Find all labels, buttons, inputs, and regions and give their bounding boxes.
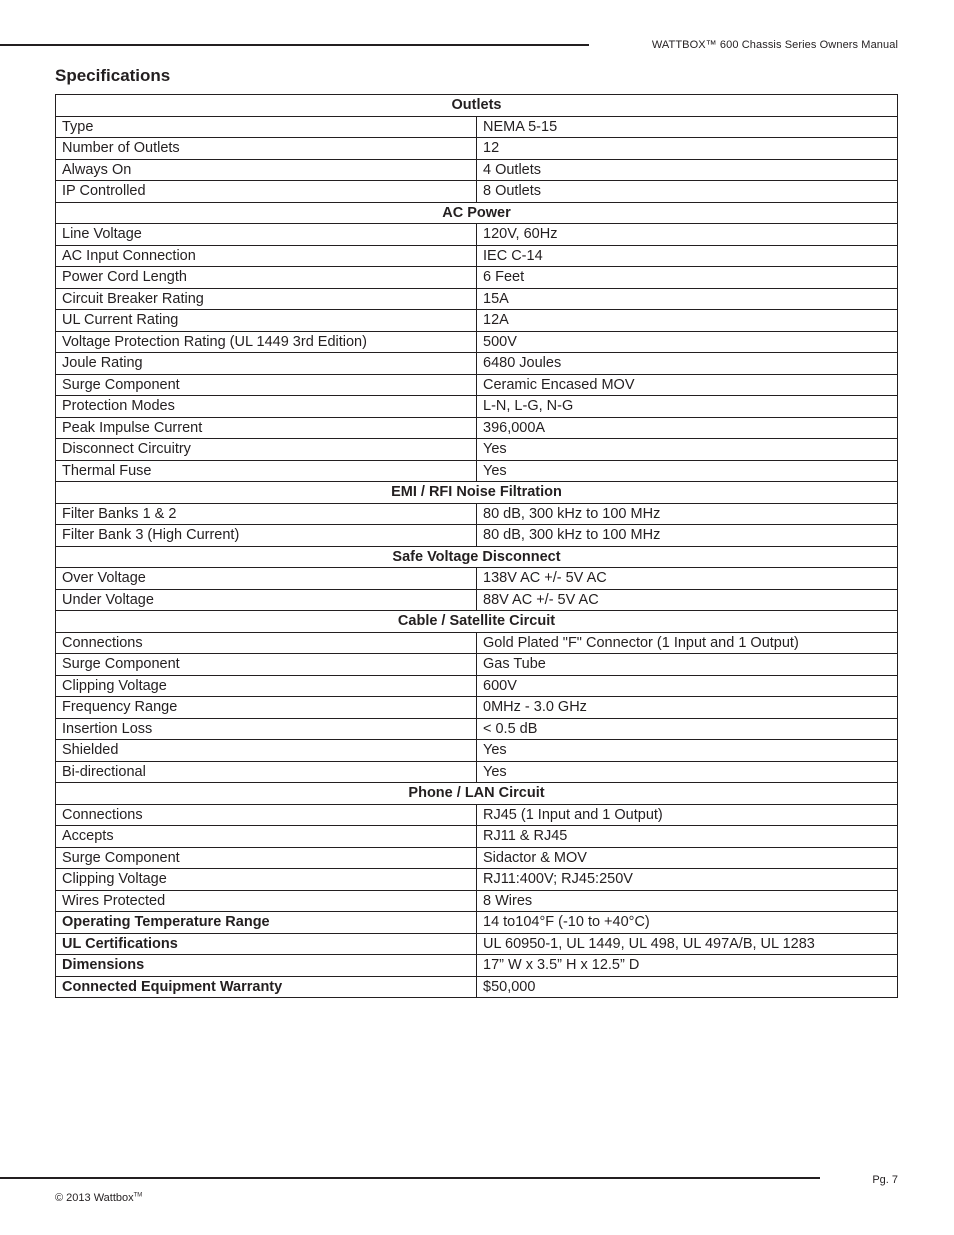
copyright	[55, 1192, 142, 1204]
spec-label: Disconnect Circuitry	[56, 439, 477, 461]
spec-label: Circuit Breaker Rating	[56, 288, 477, 310]
header-rule	[0, 44, 589, 46]
section-title: Cable / Satellite Circuit	[56, 611, 898, 633]
spec-label: UL Current Rating	[56, 310, 477, 332]
table-row	[56, 589, 898, 611]
table-row	[56, 955, 898, 977]
section-title: AC Power	[56, 202, 898, 224]
spec-value: Sidactor & MOV	[477, 847, 898, 869]
manual-title: WATTBOX™ 600 Chassis Series Owners Manual	[651, 39, 898, 51]
copyright-text: © 2013 Wattbox	[55, 1192, 134, 1204]
spec-label: Dimensions	[56, 955, 477, 977]
table-row	[56, 869, 898, 891]
table-row	[56, 224, 898, 246]
spec-label: Wires Protected	[56, 890, 477, 912]
table-row	[56, 417, 898, 439]
spec-label: Frequency Range	[56, 697, 477, 719]
spec-value: 12A	[477, 310, 898, 332]
spec-label: Filter Bank 3 (High Current)	[56, 525, 477, 547]
spec-value: 80 dB, 300 kHz to 100 MHz	[477, 525, 898, 547]
spec-value: 120V, 60Hz	[477, 224, 898, 246]
spec-value: UL 60950-1, UL 1449, UL 498, UL 497A/B, UL 1283	[477, 933, 898, 955]
page-number: Pg. 7	[872, 1174, 898, 1186]
section-header-row	[56, 482, 898, 504]
table-row	[56, 138, 898, 160]
spec-label: Number of Outlets	[56, 138, 477, 160]
table-row	[56, 826, 898, 848]
spec-label: Operating Temperature Range	[56, 912, 477, 934]
table-row	[56, 267, 898, 289]
section-header-row	[56, 202, 898, 224]
spec-value: RJ11 & RJ45	[477, 826, 898, 848]
section-header-row	[56, 783, 898, 805]
table-row	[56, 503, 898, 525]
spec-label: Connections	[56, 804, 477, 826]
table-row	[56, 740, 898, 762]
section-header-row	[56, 546, 898, 568]
spec-label: UL Certifications	[56, 933, 477, 955]
table-row	[56, 697, 898, 719]
spec-value: 80 dB, 300 kHz to 100 MHz	[477, 503, 898, 525]
spec-label: Type	[56, 116, 477, 138]
table-row	[56, 374, 898, 396]
section-title: Safe Voltage Disconnect	[56, 546, 898, 568]
spec-value: 15A	[477, 288, 898, 310]
spec-label: Accepts	[56, 826, 477, 848]
spec-value: Yes	[477, 439, 898, 461]
spec-value: 14 to104°F (-10 to +40°C)	[477, 912, 898, 934]
spec-value: 12	[477, 138, 898, 160]
spec-label: Joule Rating	[56, 353, 477, 375]
spec-value: Yes	[477, 460, 898, 482]
spec-label: Connected Equipment Warranty	[56, 976, 477, 998]
table-row	[56, 159, 898, 181]
spec-value: 6 Feet	[477, 267, 898, 289]
table-row	[56, 439, 898, 461]
spec-label: IP Controlled	[56, 181, 477, 203]
spec-label: AC Input Connection	[56, 245, 477, 267]
table-row	[56, 933, 898, 955]
section-title: Outlets	[56, 95, 898, 117]
table-row	[56, 912, 898, 934]
specifications-table	[55, 94, 898, 998]
table-row	[56, 654, 898, 676]
spec-label: Line Voltage	[56, 224, 477, 246]
spec-value: 6480 Joules	[477, 353, 898, 375]
spec-value: IEC C-14	[477, 245, 898, 267]
table-row	[56, 245, 898, 267]
trademark-mark: TM	[133, 1192, 143, 1199]
spec-value: 4 Outlets	[477, 159, 898, 181]
spec-label: Surge Component	[56, 374, 477, 396]
table-row	[56, 181, 898, 203]
spec-value: Yes	[477, 740, 898, 762]
table-row	[56, 116, 898, 138]
table-row	[56, 310, 898, 332]
table-row	[56, 288, 898, 310]
table-row	[56, 632, 898, 654]
table-row	[56, 761, 898, 783]
spec-label: Protection Modes	[56, 396, 477, 418]
table-row	[56, 396, 898, 418]
spec-value: $50,000	[477, 976, 898, 998]
table-row	[56, 890, 898, 912]
spec-value: RJ45 (1 Input and 1 Output)	[477, 804, 898, 826]
spec-label: Voltage Protection Rating (UL 1449 3rd Edition)	[56, 331, 477, 353]
spec-value: 8 Outlets	[477, 181, 898, 203]
section-header-row	[56, 95, 898, 117]
page-title: Specifications	[55, 66, 171, 85]
spec-value: L-N, L-G, N-G	[477, 396, 898, 418]
table-row	[56, 976, 898, 998]
spec-value: 0MHz - 3.0 GHz	[477, 697, 898, 719]
spec-label: Filter Banks 1 & 2	[56, 503, 477, 525]
table-row	[56, 568, 898, 590]
table-row	[56, 718, 898, 740]
spec-label: Always On	[56, 159, 477, 181]
spec-value: RJ11:400V; RJ45:250V	[477, 869, 898, 891]
table-row	[56, 847, 898, 869]
section-header-row	[56, 611, 898, 633]
spec-label: Insertion Loss	[56, 718, 477, 740]
spec-value: Gas Tube	[477, 654, 898, 676]
spec-value: Ceramic Encased MOV	[477, 374, 898, 396]
spec-value: < 0.5 dB	[477, 718, 898, 740]
spec-label: Connections	[56, 632, 477, 654]
footer-rule	[0, 1177, 820, 1179]
spec-value: 88V AC +/- 5V AC	[477, 589, 898, 611]
spec-label: Surge Component	[56, 847, 477, 869]
spec-value: 600V	[477, 675, 898, 697]
spec-label: Clipping Voltage	[56, 675, 477, 697]
spec-label: Over Voltage	[56, 568, 477, 590]
spec-label: Shielded	[56, 740, 477, 762]
table-row	[56, 804, 898, 826]
spec-value: 396,000A	[477, 417, 898, 439]
section-title: EMI / RFI Noise Filtration	[56, 482, 898, 504]
table-row	[56, 675, 898, 697]
spec-value: 8 Wires	[477, 890, 898, 912]
section-title: Phone / LAN Circuit	[56, 783, 898, 805]
spec-label: Surge Component	[56, 654, 477, 676]
spec-label: Under Voltage	[56, 589, 477, 611]
table-row	[56, 460, 898, 482]
spec-label: Clipping Voltage	[56, 869, 477, 891]
spec-value: Yes	[477, 761, 898, 783]
spec-value: 138V AC +/- 5V AC	[477, 568, 898, 590]
spec-value: Gold Plated "F" Connector (1 Input and 1 Output)	[477, 632, 898, 654]
spec-label: Peak Impulse Current	[56, 417, 477, 439]
spec-value: 500V	[477, 331, 898, 353]
table-row	[56, 353, 898, 375]
spec-label: Thermal Fuse	[56, 460, 477, 482]
spec-label: Bi-directional	[56, 761, 477, 783]
spec-label: Power Cord Length	[56, 267, 477, 289]
table-row	[56, 525, 898, 547]
spec-value: NEMA 5-15	[477, 116, 898, 138]
table-row	[56, 331, 898, 353]
spec-value: 17” W x 3.5” H x 12.5” D	[477, 955, 898, 977]
